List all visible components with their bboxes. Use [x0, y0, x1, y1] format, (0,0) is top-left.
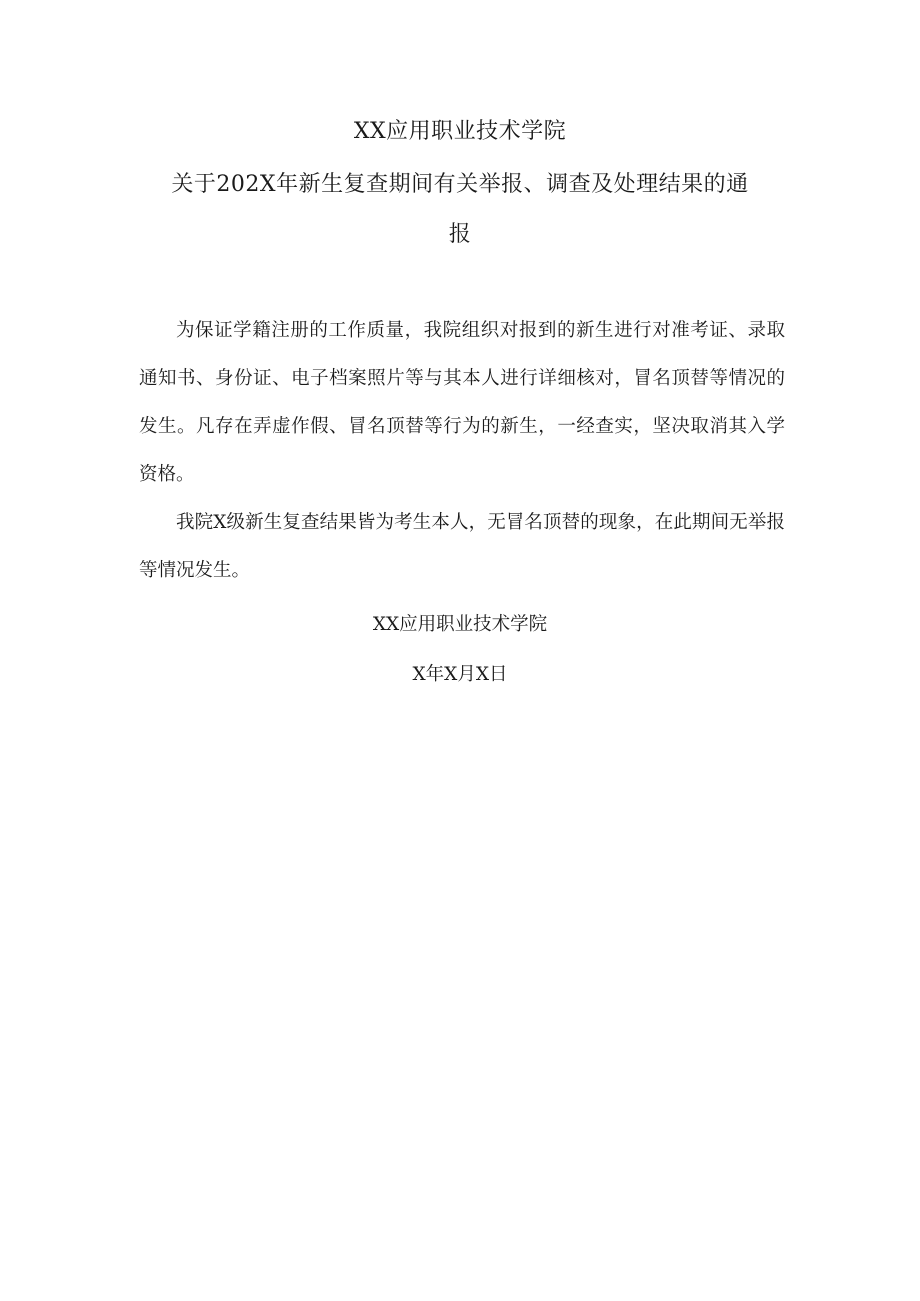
document-title-line-3: 报 [448, 222, 472, 247]
signature-date: X年X月X日 [412, 664, 508, 685]
document-title-line-1: XX应用职业技术学院 [353, 119, 567, 144]
body-paragraph-2: 我院X级新生复查结果皆为考生本人，无冒名顶替的现象，在此期间无举报等情况发生。 [139, 512, 785, 581]
document-title-line-2: 关于202X年新生复查期间有关举报、调查及处理结果的通 [171, 172, 749, 197]
signature-organization: XX应用职业技术学院 [372, 614, 548, 635]
body-paragraph-1: 为保证学籍注册的工作质量，我院组织对报到的新生进行对准考证、录取通知书、身份证、电子档案照片等与其本人进行详细核对，冒名顶替等情况的发生。凡存在弄虚作假、冒名顶替等行为的新生，一经查实，坚决取消其入学资格。 [139, 320, 785, 485]
